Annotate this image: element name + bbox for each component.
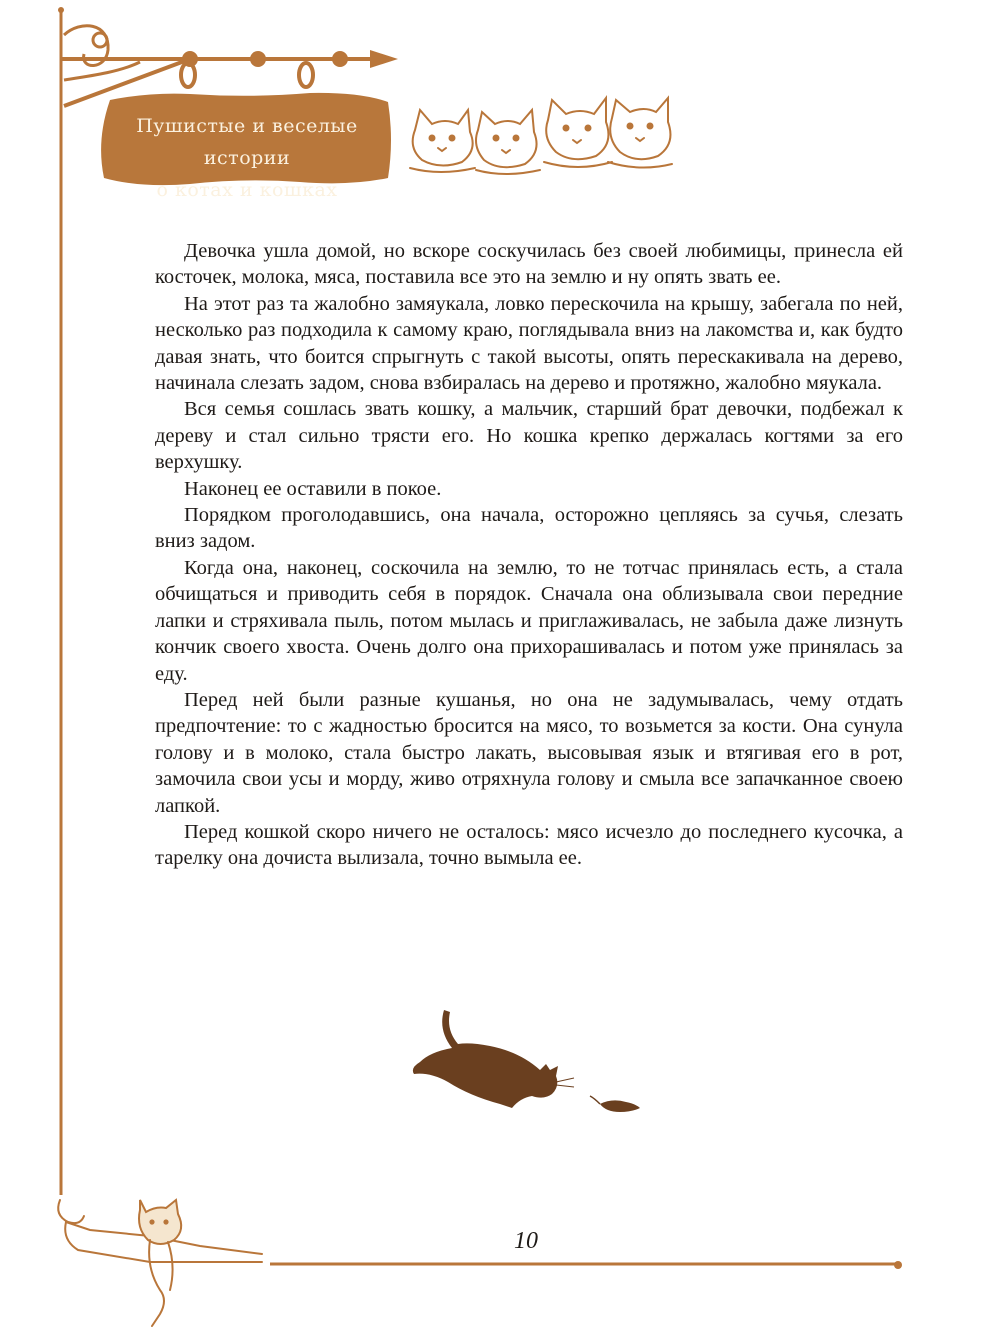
paragraph: Порядком проголодавшись, она начала, осторожно цепляясь за сучья, слезать вниз задом.: [155, 504, 903, 553]
sign-rings: [181, 63, 313, 87]
corner-cat-scroll-icon: [58, 1200, 262, 1326]
paragraph: На этот раз та жалобно замяукала, ловко перескочила на крышу, забегала по ней, несколько раз подходила к самому краю, поглядывала вниз на лакомства и, как будто давая знать, что боится спрыгнуть с такой высоты, опять перескакивала на дерево, начинала слезать задом, снова взбиралась на дерево и протяжно, жалобно мяукала.: [155, 292, 903, 395]
left-border-line: [58, 7, 64, 1195]
paragraph: Перед кошкой скоро ничего не осталось: мясо исчезло до последнего кусочка, а тарелку она дочиста вылизала, точно вымыла ее.: [155, 820, 903, 870]
kittens-icon: [410, 98, 672, 174]
sign-title-line-2: о котах и кошках: [156, 179, 338, 201]
mouse-silhouette-icon: [590, 1096, 640, 1112]
paragraph: Вся семья сошлась звать кошку, а мальчик, старший брат девочки, подбежал к дереву и стал сильно трясти его. Но кошка крепко держалась когтями за его верхушку.: [155, 398, 903, 474]
page-number: 10: [514, 1228, 538, 1254]
cat-silhouette-icon: [413, 1010, 558, 1108]
sign-title-line-1: Пушистые и веселые истории: [136, 115, 358, 169]
book-series-title: [104, 110, 390, 206]
paragraph: Девочка ушла домой, но вскоре соскучилась без своей любимицы, принесла ей косточек, молока, мяса, поставила все это на землю и ну опять звать ее.: [155, 240, 903, 289]
sign-bracket-icon: [61, 26, 398, 106]
paragraph: Когда она, наконец, соскочила на землю, то не тотчас принялась есть, а стала обчищаться и приводить себя в порядок. Сначала она облизывала свои передние лапки и стряхивала пыль, потом мылась и приглаживалась, не забыла даже лизнуть кончик своего хвоста. Очень долго она прихорашивалась и потом уже принялась за еду.: [155, 556, 903, 685]
paragraph: Наконец ее оставили в покое.: [184, 477, 442, 500]
story-text: [155, 238, 903, 872]
paragraph: Перед ней были разные кушанья, но она не задумывалась, чему отдать предпочтение: то с жадностью бросится на мясо, то возьмется за кости. Она сунула голову и в молоко, стала быстро лакать, высовывая язык и втягивая его в рот, замочила свои усы и морду, живо отряхнула голову и смыла все запачканное своею лапкой.: [155, 688, 903, 817]
cat-whiskers: [556, 1078, 574, 1087]
bottom-border-line: [270, 1261, 902, 1269]
